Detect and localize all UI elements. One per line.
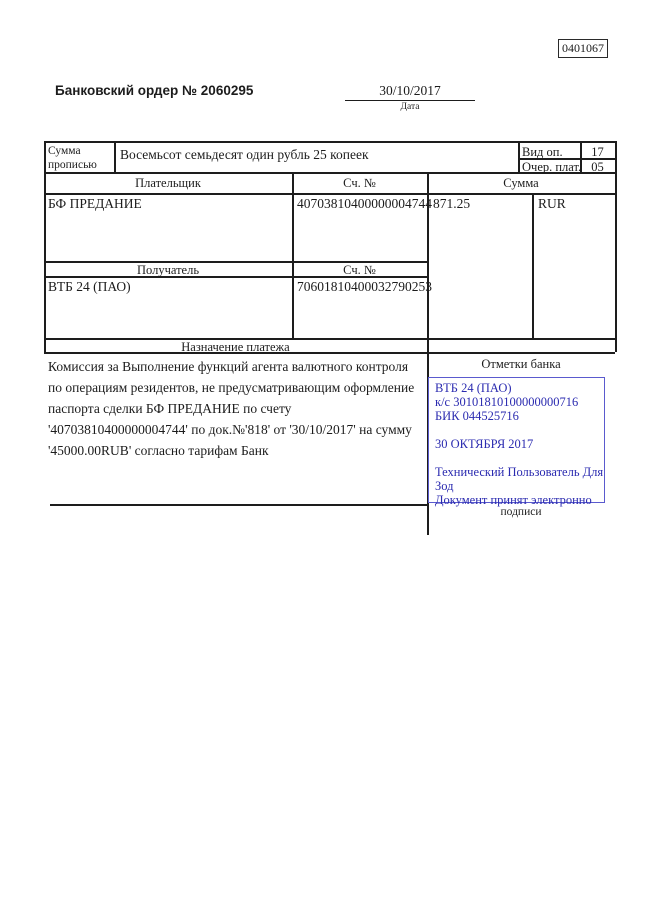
stamp-blank-line [435, 423, 600, 437]
stamp-bank-name: ВТБ 24 (ПАО) [435, 381, 512, 395]
stamp-operator-line1: Технический Пользователь Для [435, 465, 604, 479]
date-value: 30/10/2017 [379, 83, 441, 98]
purpose-text: Комиссия за Выполнение функций агента валютного контроля по операциям резидентов, не предусматривающим оформление паспорта сделки БФ ПРЕДАНИЕ по счету '40703810400000004744' по док.№'818' от '30/10/2017' на сумму '45000.00RUB' согласно тарифам Банк [48, 359, 415, 458]
payment-priority-value: 05 [591, 160, 604, 174]
payee-name: ВТБ 24 (ПАО) [48, 279, 131, 294]
form-code-box [558, 39, 608, 58]
stamp-corr-account: к/с 30101810100000000716 [435, 395, 579, 409]
stamp-blank-line [435, 451, 600, 465]
payee-column-header: Получатель [136, 262, 200, 277]
payer-header-bottom-border [44, 193, 615, 195]
table-top-border [44, 141, 615, 143]
stamp-date: 30 ОКТЯБРЯ 2017 [435, 437, 534, 451]
stamp-operator-line2: Зод [435, 479, 454, 493]
amount-value: 871.25 [433, 196, 471, 211]
op-type-value: 17 [591, 144, 604, 159]
table-left-border [44, 141, 46, 352]
form-code: 0401067 [562, 41, 604, 55]
stamp-accepted-note: Документ принят электронно [435, 493, 592, 507]
amount-words-label: Сумма прописью [48, 145, 97, 171]
payment-priority-label: Очер. плат. [522, 160, 582, 174]
payer-account: 40703810400000004744 [297, 196, 432, 211]
date-label: Дата [400, 102, 420, 112]
table-right-border [615, 141, 617, 352]
amount-words-value: Восемьсот семьдесят один рубль 25 копеек [120, 147, 369, 162]
payee-account: 70601810400032790253 [297, 279, 432, 294]
op-type-label: Вид оп. [522, 144, 563, 159]
payer-name: БФ ПРЕДАНИЕ [48, 196, 142, 211]
document-title: Банковский ордер № 2060295 [55, 83, 254, 98]
bank-marks-header: Отметки банка [481, 357, 561, 371]
purpose-header: Назначение платежа [181, 339, 290, 354]
signatures-label: подписи [500, 506, 542, 518]
account-column-divider [292, 172, 294, 338]
op-type-left-divider [518, 141, 520, 172]
amount-column-header: Сумма [503, 176, 539, 190]
date-underline [345, 100, 475, 102]
bank-stamp [428, 377, 605, 507]
amount-currency: RUR [538, 196, 566, 211]
payee-account-column-header: Сч. № [343, 262, 376, 277]
amount-words-label-divider [114, 141, 116, 172]
stamp-bik: БИК 044525716 [435, 409, 519, 423]
payer-account-column-header: Сч. № [343, 176, 376, 190]
payer-column-header: Плательщик [135, 176, 201, 190]
purpose-bottom-border [50, 504, 427, 506]
currency-divider [532, 193, 534, 338]
